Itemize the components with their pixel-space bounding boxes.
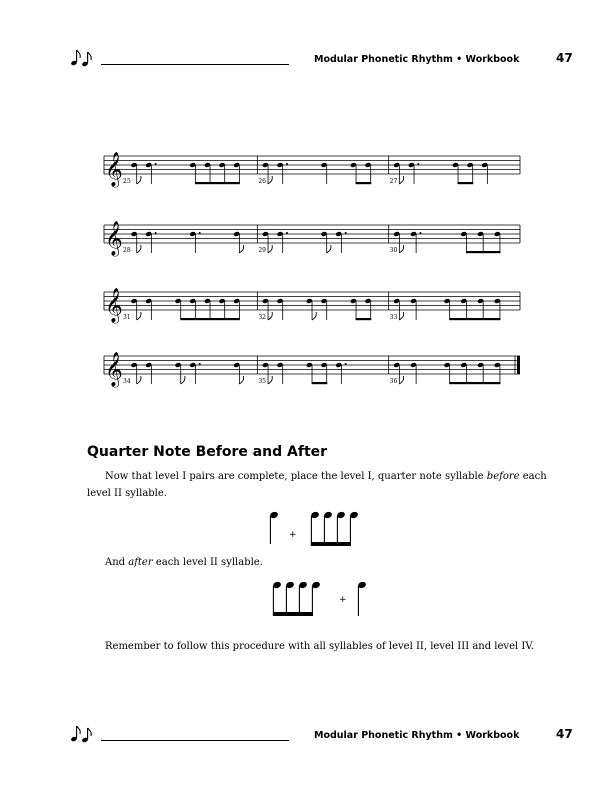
dot [286, 163, 288, 165]
measure-number: 31 [123, 314, 131, 321]
header-rule [101, 64, 289, 65]
note-flag [399, 176, 403, 184]
measure-number: 36 [389, 378, 398, 385]
note-flag [399, 245, 403, 253]
eighth-notes-icon [70, 724, 96, 744]
note-flag [399, 312, 403, 320]
footer-page-number: 47 [556, 727, 573, 741]
measure-number: 29 [258, 247, 266, 254]
beam [195, 182, 240, 184]
beamed-sixteenths [310, 511, 359, 546]
paragraph-after: And after each level II syllable. [105, 557, 263, 568]
beam [449, 318, 500, 320]
note-flag [327, 245, 331, 253]
dot [345, 232, 347, 234]
note-flag [312, 312, 316, 320]
measure-number: 35 [258, 378, 266, 385]
section-heading: Quarter Note Before and After [87, 444, 328, 460]
header-title: Modular Phonetic Rhythm • Workbook [314, 54, 520, 65]
dot [199, 232, 201, 234]
dot [155, 163, 157, 165]
measure-number: 33 [389, 314, 398, 321]
note-flag [268, 245, 272, 253]
note-flag [399, 376, 403, 384]
measure-number: 26 [258, 178, 266, 185]
footer-rule [101, 740, 289, 741]
dot [419, 232, 421, 234]
dot [155, 232, 157, 234]
note-flag [137, 245, 141, 253]
note-flag [137, 312, 141, 320]
treble-clef-icon: 𝄞 [105, 352, 123, 387]
note-flag [181, 376, 185, 384]
note-flag [268, 312, 272, 320]
plus-operator: + [339, 595, 347, 605]
dot [345, 363, 347, 365]
paragraph-before: Now that level I pairs are complete, place the level I, quarter note syllable before each level II syllable. [87, 471, 547, 499]
note-flag [137, 376, 141, 384]
measure-number: 27 [389, 178, 398, 185]
eighth-notes-icon [70, 48, 96, 68]
note-flag [268, 376, 272, 384]
measure-number: 32 [258, 314, 266, 321]
treble-clef-icon: 𝄞 [105, 152, 123, 187]
beam [312, 382, 327, 384]
header-page-number: 47 [556, 51, 573, 65]
measure-number: 30 [389, 247, 398, 254]
treble-clef-icon: 𝄞 [105, 288, 123, 323]
rhythm-exercises [0, 140, 612, 400]
example-quarter-after [268, 576, 378, 622]
note-flag [268, 176, 272, 184]
beam [356, 318, 371, 320]
example-quarter-before [265, 506, 375, 552]
page-header [0, 48, 612, 78]
measure-number: 28 [123, 247, 131, 254]
treble-clef-icon: 𝄞 [105, 221, 123, 256]
footer-title: Modular Phonetic Rhythm • Workbook [314, 730, 520, 741]
dot [417, 163, 419, 165]
note-flag [239, 376, 243, 384]
plus-operator: + [289, 530, 297, 540]
page-footer [0, 724, 612, 754]
paragraph-remember: Remember to follow this procedure with all syllables of level II, level III and level IV. [105, 641, 534, 652]
dot [199, 363, 201, 365]
beamed-sixteenths [272, 581, 321, 616]
note-flag [239, 245, 243, 253]
beam [449, 382, 500, 384]
beam [356, 182, 371, 184]
dot [286, 232, 288, 234]
measure-number: 25 [123, 178, 131, 185]
measure-number: 34 [123, 378, 131, 385]
note-flag [137, 176, 141, 184]
beam [458, 182, 473, 184]
